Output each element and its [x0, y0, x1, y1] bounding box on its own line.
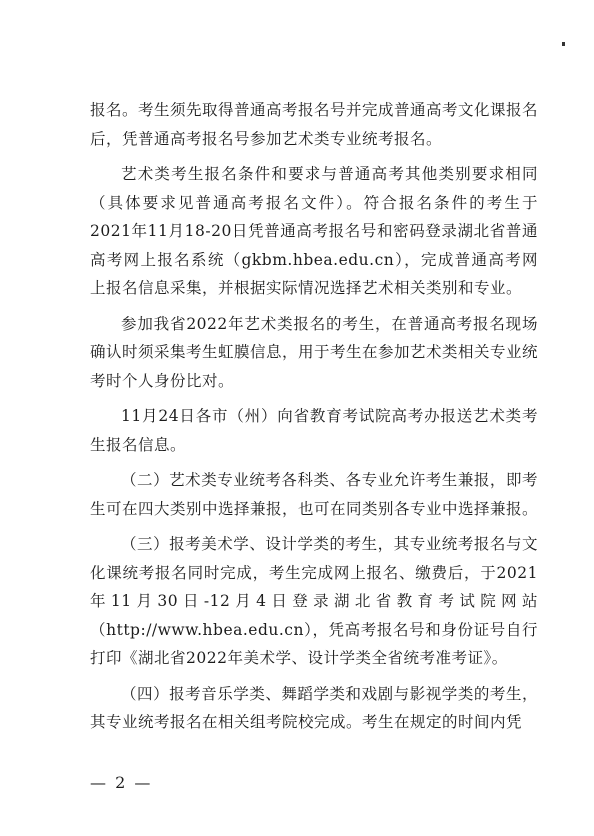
- document-body: [90, 96, 538, 744]
- paragraph-section-two: （二）艺术类专业统考各科类、各专业允许考生兼报，即考生可在四大类别中选择兼报，也可在同类别各专业中选择兼报。: [90, 471, 539, 518]
- paragraph-registration-prerequisite: 报名。考生须先取得普通高考报名号并完成普通高考文化课报名后，凭普通高考报名号参加艺术类专业统考报名。: [90, 101, 539, 148]
- paragraph-registration-conditions: 艺术类考生报名条件和要求与普通高考其他类别要求相同（具体要求见普通高考报名文件）。符合报名条件的考生于2021年11月18-20日凭普通高考报名号和密码登录湖北省普通高考网上报名系统（gkbm.hbea.edu.cn），完成普通高考网上报名信息采集，并根据实际情况选择艺术相关类别和专业。: [90, 165, 538, 297]
- paragraph-submission-date: 11月24日各市（州）向省教育考试院高考办报送艺术类考生报名信息。: [90, 407, 538, 454]
- paragraph-section-three: （三）报考美术学、设计学类的考生，其专业统考报名与文化课统考报名同时完成，考生完成网上报名、缴费后，于2021年11月30日-12月4日登录湖北省教育考试院网站（http://www.hbea.edu.cn），凭高考报名号和身份证号自行打印《湖北省2022年美术学、设计学类全省统考准考证》。: [90, 535, 538, 667]
- paragraph-section-four: （四）报考音乐学类、舞蹈学类和戏剧与影视学类的考生，其专业统考报名在相关组考院校完成。考生在规定的时间内凭: [90, 684, 538, 731]
- page-number: — 2 —: [90, 773, 153, 792]
- paragraph-iris-collection: 参加我省2022年艺术类报名的考生，在普通高考报名现场确认时须采集考生虹膜信息，用于考生在参加艺术类相关专业统考时个人身份比对。: [90, 314, 539, 390]
- corner-mark: [562, 42, 565, 46]
